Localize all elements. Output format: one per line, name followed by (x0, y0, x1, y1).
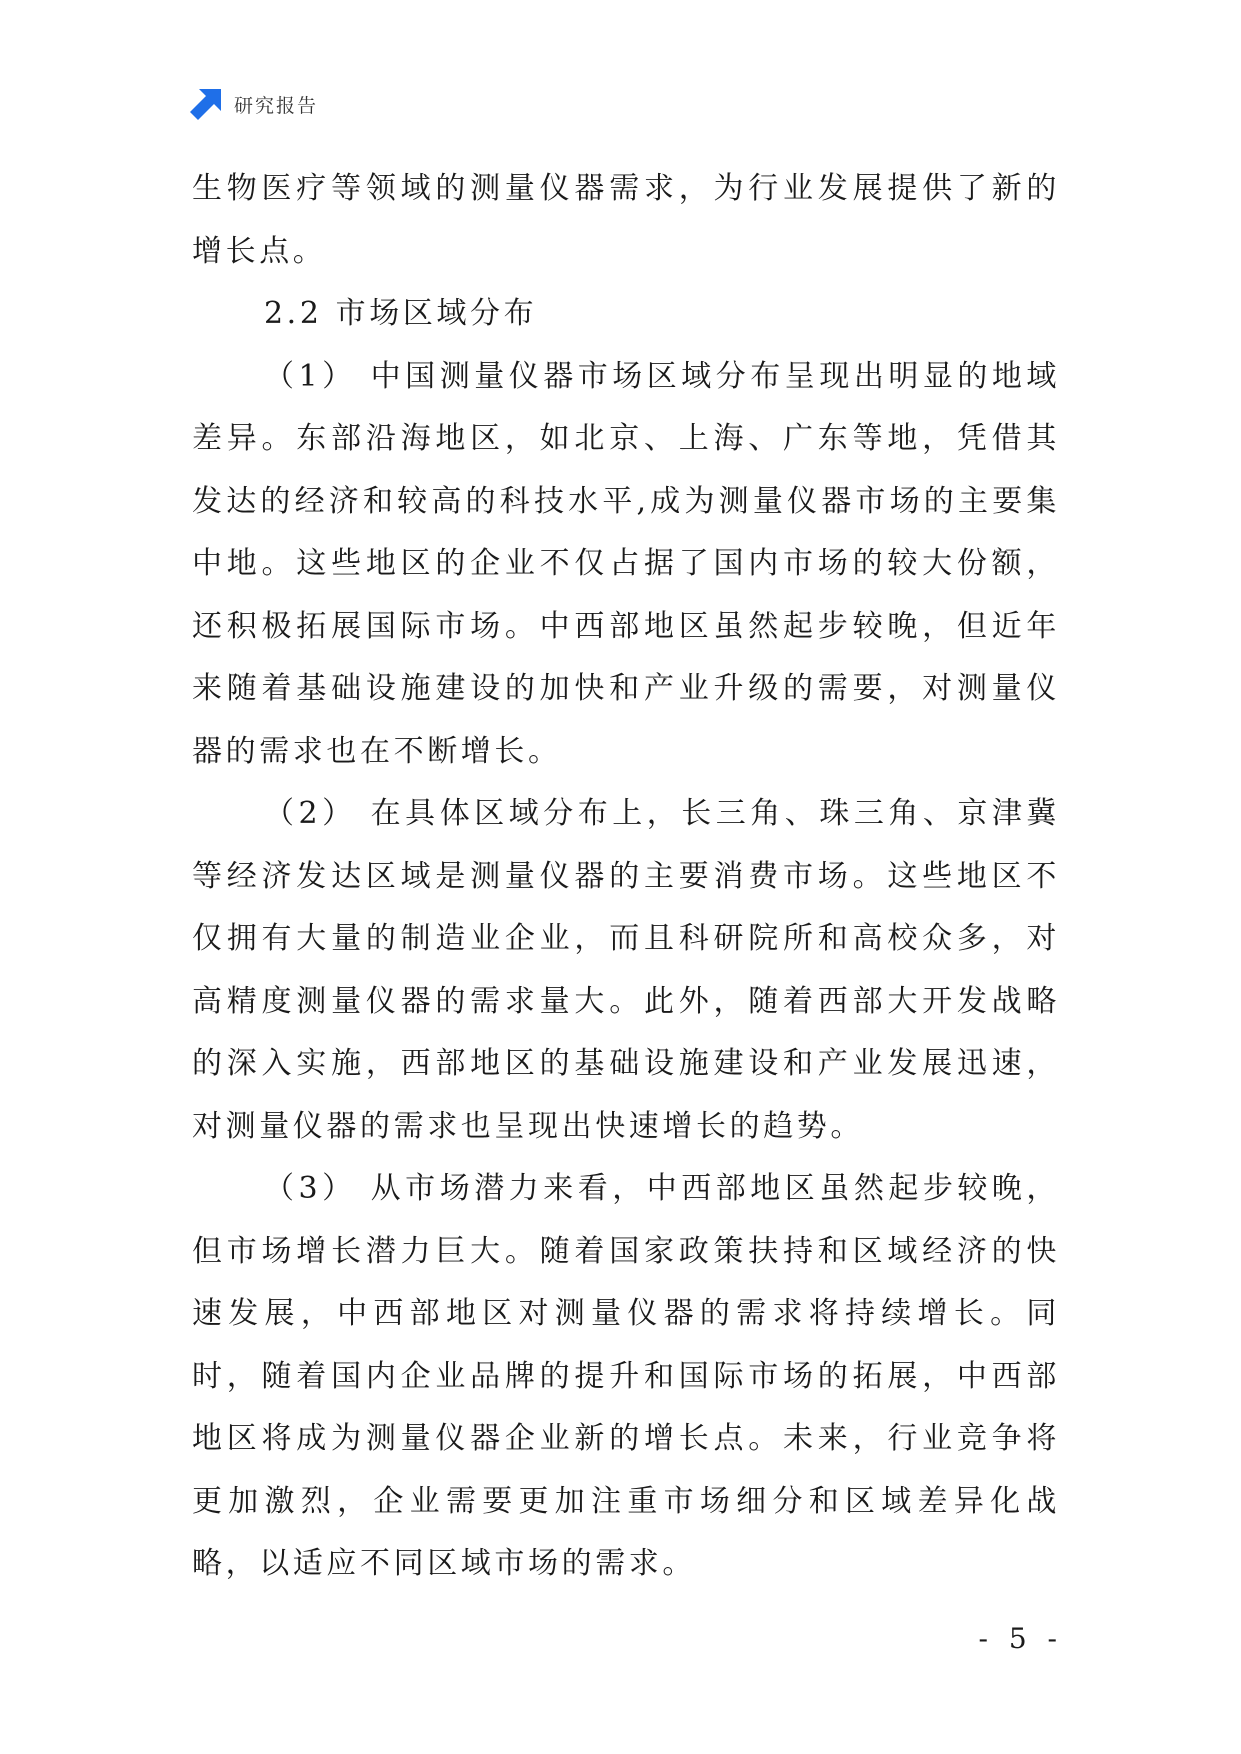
section-heading: 2.2 市场区域分布 (264, 296, 538, 331)
paragraph-2: （2） 在具体区域分布上，长三角、珠三角、京津冀等经济发达区域是测量仪器的主要消费市场。这些地区不仅拥有大量的制造业企业，而且科研院所和高校众多，对高精度测量仪器的需求量大。此外，随着西部大开发战略的深入实施，西部地区的基础设施建设和产业发展迅速，对测量仪器的需求也呈现出快速增长的趋势。 (192, 796, 1060, 1144)
arrow-up-right-icon (190, 88, 222, 120)
header-title: 研究报告 (234, 94, 319, 117)
document-body (192, 158, 1060, 1596)
page-header (190, 88, 318, 120)
paragraph-continued: 生物医疗等领域的测量仪器需求，为行业发展提供了新的增长点。 (192, 171, 1060, 269)
paragraph-3: （3） 从市场潜力来看，中西部地区虽然起步较晚，但市场增长潜力巨大。随着国家政策扶持和区域经济的快速发展，中西部地区对测量仪器的需求将持续增长。同时，随着国内企业品牌的提升和国际市场的拓展，中西部地区将成为测量仪器企业新的增长点。未来，行业竞争将更加激烈，企业需要更加注重市场细分和区域差异化战略，以适应不同区域市场的需求。 (192, 1171, 1060, 1581)
page-number: - 5 - (978, 1622, 1063, 1655)
paragraph-1: （1） 中国测量仪器市场区域分布呈现出明显的地域差异。东部沿海地区，如北京、上海、广东等地，凭借其发达的经济和较高的科技水平,成为测量仪器市场的主要集中地。这些地区的企业不仅占据了国内市场的较大份额，还积极拓展国际市场。中西部地区虽然起步较晚，但近年来随着基础设施建设的加快和产业升级的需要，对测量仪器的需求也在不断增长。 (192, 358, 1060, 769)
